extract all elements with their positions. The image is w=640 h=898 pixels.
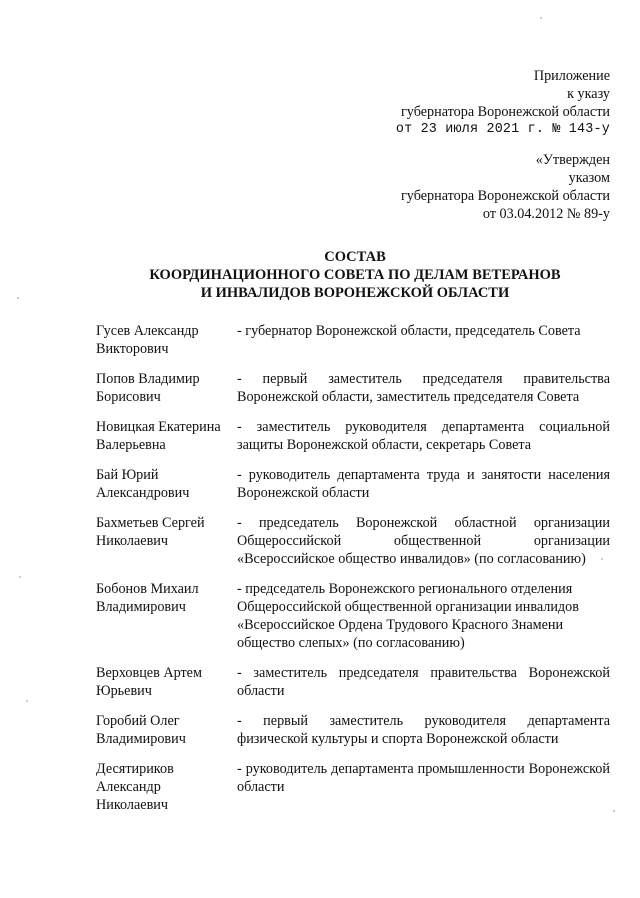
member-role: - губернатор Воронежской области, председатель Совета bbox=[237, 323, 581, 339]
member-name-line: Викторович bbox=[96, 341, 169, 357]
member-name-line: Владимирович bbox=[96, 599, 186, 615]
scan-speck bbox=[19, 576, 21, 578]
appendix-label: Приложение bbox=[533, 68, 610, 84]
member-name-line: Попов Владимир bbox=[96, 371, 200, 387]
appendix-decree-ref: к указу bbox=[567, 86, 610, 102]
scan-speck bbox=[540, 17, 542, 19]
member-name bbox=[96, 712, 237, 748]
member-row bbox=[96, 760, 610, 814]
appendix-header bbox=[396, 67, 610, 139]
member-name-line: Валерьевна bbox=[96, 437, 166, 453]
member-row bbox=[96, 712, 610, 748]
approval-date: от 03.04.2012 № 89-у bbox=[482, 206, 610, 222]
scan-speck bbox=[601, 558, 603, 560]
title-line-1: СОСТАВ bbox=[324, 249, 386, 265]
member-role: - руководитель департамента промышленности Воронежской области bbox=[237, 761, 610, 795]
member-name-line: Новицкая Екатерина bbox=[96, 419, 221, 435]
approval-decree: указом bbox=[568, 170, 610, 186]
title-line-2: КООРДИНАЦИОННОГО СОВЕТА ПО ДЕЛАМ ВЕТЕРАНОВ bbox=[149, 267, 561, 283]
member-role: - заместитель председателя правительства Воронежской области bbox=[237, 665, 610, 699]
member-name-line: Бай Юрий bbox=[96, 467, 159, 483]
member-role: - председатель Воронежского регионального отделения Общероссийской общественной организации инвалидов «Всероссийское Ордена Трудового Красного Знамени общество слепых» (по согласованию) bbox=[237, 581, 579, 651]
title-line-3: И ИНВАЛИДОВ ВОРОНЕЖСКОЙ ОБЛАСТИ bbox=[200, 285, 510, 301]
date-stamp: от 23 июля 2021 г. № 143-у bbox=[395, 122, 610, 137]
member-name-line: Бобонов Михаил bbox=[96, 581, 199, 597]
member-name bbox=[96, 466, 237, 502]
member-name bbox=[96, 514, 237, 568]
member-row bbox=[96, 418, 610, 454]
member-name bbox=[96, 760, 237, 814]
scan-speck bbox=[17, 297, 19, 299]
member-name-line: Десятириков bbox=[96, 761, 174, 777]
member-name bbox=[96, 370, 237, 406]
member-row bbox=[96, 580, 610, 652]
member-name-line: Верховцев Артем bbox=[96, 665, 202, 681]
member-row bbox=[96, 322, 610, 358]
member-row bbox=[96, 664, 610, 700]
member-list bbox=[96, 322, 610, 826]
member-name-line: Гусев Александр bbox=[96, 323, 199, 339]
member-name-line: Юрьевич bbox=[96, 683, 152, 699]
member-row bbox=[96, 466, 610, 502]
member-name-line: Николаевич bbox=[96, 533, 169, 549]
member-name-line: Александрович bbox=[96, 485, 190, 501]
member-role: - первый заместитель председателя правительства Воронежской области, заместитель председателя Совета bbox=[237, 371, 610, 405]
member-name-line: Борисович bbox=[96, 389, 161, 405]
member-name bbox=[96, 322, 237, 358]
member-name-line: Бахметьев Сергей bbox=[96, 515, 205, 531]
member-role: - руководитель департамента труда и занятости населения Воронежской области bbox=[237, 467, 610, 501]
member-role: - первый заместитель руководителя департамента физической культуры и спорта Воронежской области bbox=[237, 713, 610, 747]
member-name-line: Владимирович bbox=[96, 731, 186, 747]
member-row bbox=[96, 370, 610, 406]
member-name bbox=[96, 418, 237, 454]
approval-header bbox=[401, 151, 610, 223]
scan-speck bbox=[26, 700, 28, 702]
member-name-line: Николаевич bbox=[96, 797, 169, 813]
member-name-line: Горобий Олег bbox=[96, 713, 180, 729]
document-title bbox=[60, 248, 640, 302]
scan-speck bbox=[613, 810, 615, 812]
member-name bbox=[96, 664, 237, 700]
approval-label: «Утвержден bbox=[535, 152, 610, 168]
appendix-governor: губернатора Воронежской области bbox=[400, 104, 610, 120]
member-name bbox=[96, 580, 237, 652]
approval-governor: губернатора Воронежской области bbox=[400, 188, 610, 204]
member-row bbox=[96, 514, 610, 568]
member-role: - председатель Воронежской областной организации Общероссийской общественной организации «Всероссийское общество инвалидов» (по согласованию) bbox=[237, 515, 610, 567]
member-role: - заместитель руководителя департамента социальной защиты Воронежской области, секретарь Совета bbox=[237, 419, 610, 453]
member-name-line: Александр bbox=[96, 779, 161, 795]
